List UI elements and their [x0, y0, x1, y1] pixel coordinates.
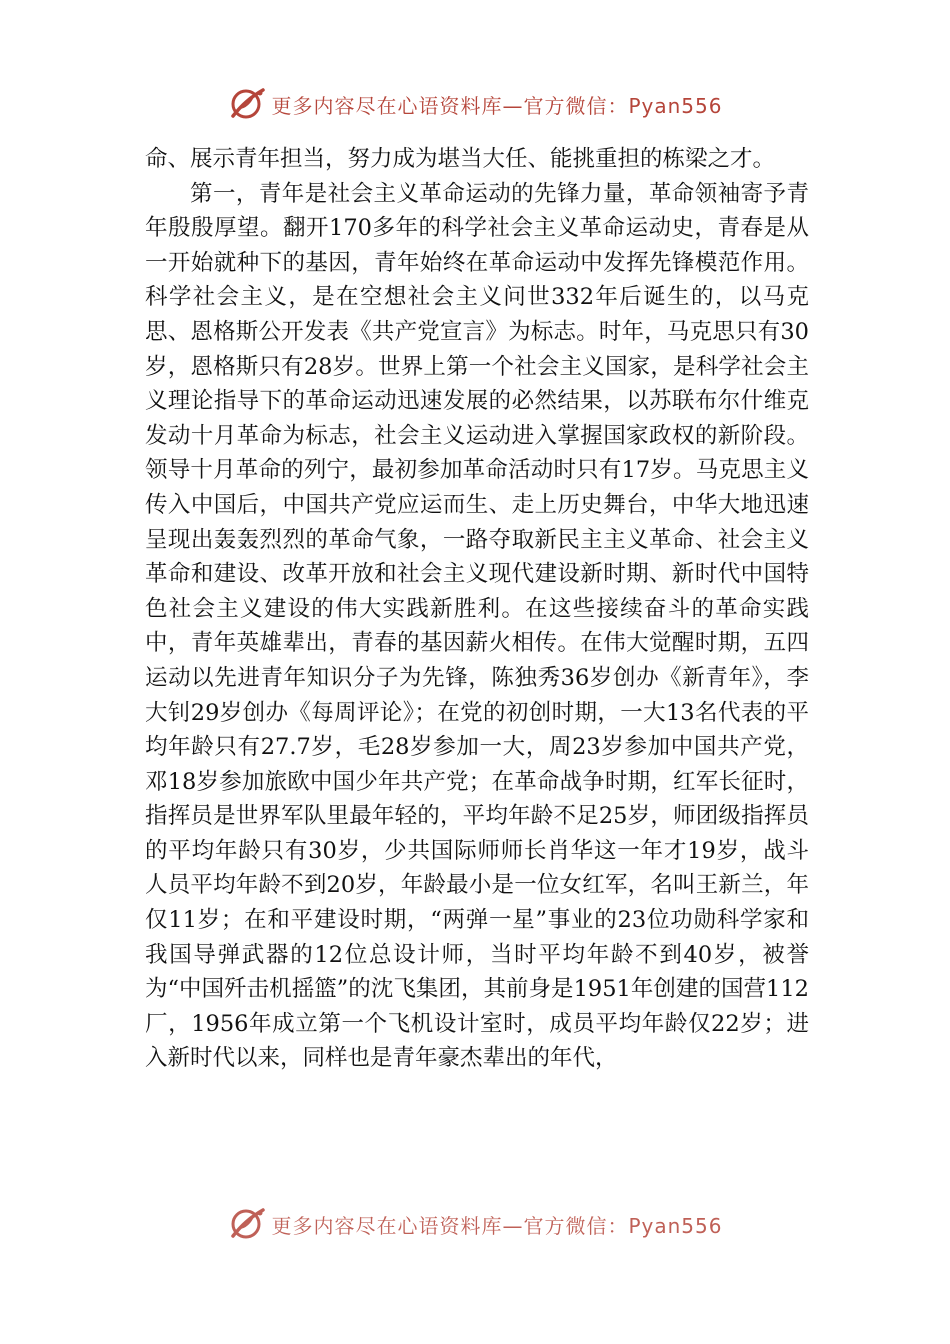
brush-logo-icon	[227, 1206, 267, 1242]
watermark-header	[0, 84, 950, 124]
document-body	[145, 142, 809, 1076]
watermark-footer	[0, 1204, 950, 1244]
watermark-text: 更多内容尽在心语资料库—官方微信：Pyan556	[271, 1213, 723, 1238]
paragraph-first-point: 第一，青年是社会主义革命运动的先锋力量，革命领袖寄予青年殷殷厚望。翻开170多年的科学社会主义革命运动史，青春是从一开始就种下的基因，青年始终在革命运动中发挥先锋模范作用。科学社会主义，是在空想社会主义问世332年后诞生的，以马克思、恩格斯公开发表《共产党宣言》为标志。时年，马克思只有30岁，恩格斯只有28岁。世界上第一个社会主义国家，是科学社会主义理论指导下的革命运动迅速发展的必然结果，以苏联布尔什维克发动十月革命为标志，社会主义运动进入掌握国家政权的新阶段。领导十月革命的列宁，最初参加革命活动时只有17岁。马克思主义传入中国后，中国共产党应运而生、走上历史舞台，中华大地迅速呈现出轰轰烈烈的革命气象，一路夺取新民主主义革命、社会主义革命和建设、改革开放和社会主义现代建设新时期、新时代中国特色社会主义建设的伟大实践新胜利。在这些接续奋斗的革命实践中，青年英雄辈出，青春的基因薪火相传。在伟大觉醒时期，五四运动以先进青年知识分子为先锋，陈独秀36岁创办《新青年》，李大钊29岁创办《每周评论》；在党的初创时期，一大13名代表的平均年龄只有27.7岁，毛28岁参加一大，周23岁参加中国共产党，邓18岁参加旅欧中国少年共产党；在革命战争时期，红军长征时，指挥员是世界军队里最年轻的，平均年龄不足25岁，师团级指挥员的平均年龄只有30岁，少共国际师师长肖华这一年才19岁，战斗人员平均年龄不到20岁，年龄最小是一位女红军，名叫王新兰，年仅11岁；在和平建设时期，“两弹一星”事业的23位功勋科学家和我国导弹武器的12位总设计师，当时平均年龄不到40岁，被誉为“中国歼击机摇篮”的沈飞集团，其前身是1951年创建的国营112厂，1956年成立第一个飞机设计室时，成员平均年龄仅22岁；进入新时代以来，同样也是青年豪杰辈出的年代，	[145, 180, 809, 1072]
watermark-text: 更多内容尽在心语资料库—官方微信：Pyan556	[271, 93, 723, 118]
brush-logo-icon	[227, 86, 267, 122]
paragraph-continued: 命、展示青年担当，努力成为堪当大任、能挑重担的栋梁之才。	[145, 146, 776, 172]
